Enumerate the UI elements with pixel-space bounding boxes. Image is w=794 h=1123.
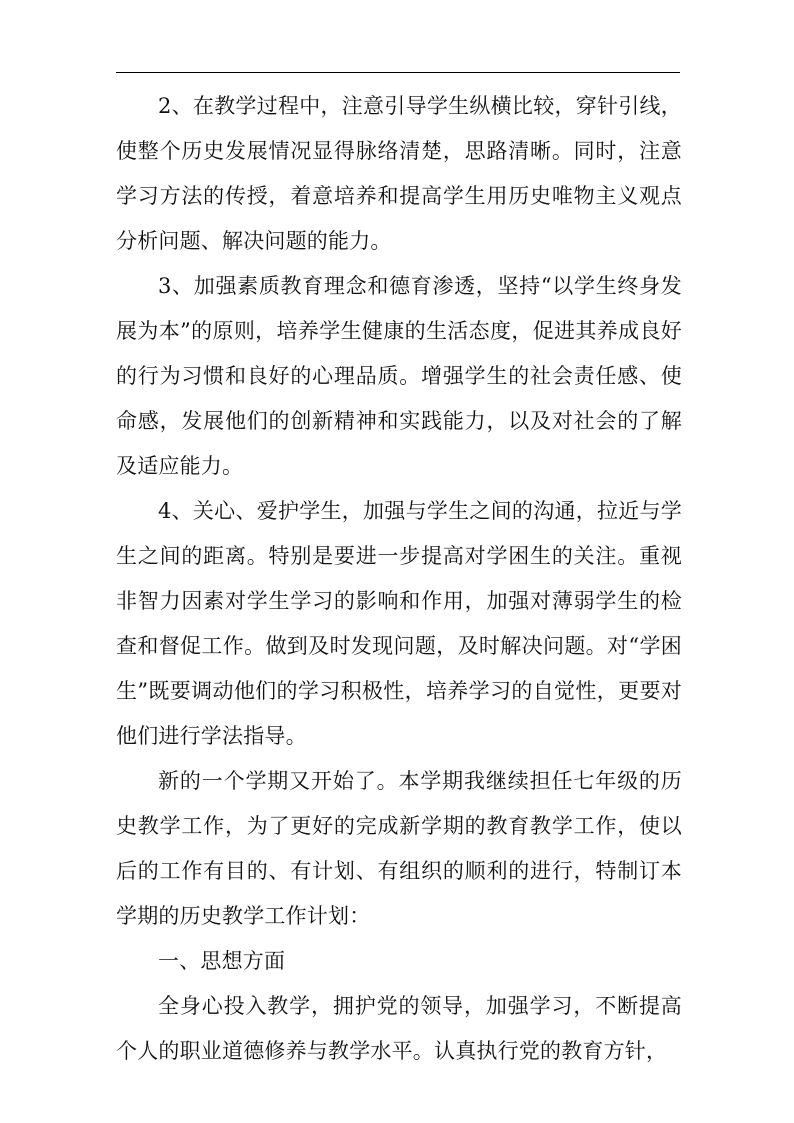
section-heading-ideology: 一、思想方面 — [158, 949, 286, 973]
paragraph-item-4: 4、关心、爱护学生，加强与学生之间的沟通，拉近与学生之间的距离。特别是要进一步提高对学困生的关注。重视非智力因素对学生学习的影响和作用，加强对薄弱学生的检查和督促工作。做到及时发现问题，及时解决问题。对“学困生”既要调动他们的学习积极性，培养学习的自觉性，更要对他们进行学法指导。 — [116, 499, 682, 748]
paragraph-new-semester: 新的一个学期又开始了。本学期我继续担任七年级的历史教学工作，为了更好的完成新学期的教育教学工作，使以后的工作有目的、有计划、有组织的顺利的进行，特制订本学期的历史教学工作计划： — [116, 769, 682, 928]
paragraph-ideology: 全身心投入教学，拥护党的领导，加强学习，不断提高个人的职业道德修养与教学水平。认真执行党的教育方针， — [116, 994, 682, 1063]
document-body — [116, 84, 682, 1074]
paragraph-item-2: 2、在教学过程中，注意引导学生纵横比较，穿针引线，使整个历史发展情况显得脉络清楚，思路清晰。同时，注意学习方法的传授，着意培养和提高学生用历史唯物主义观点分析问题、解决问题的能力。 — [116, 94, 682, 253]
paragraph-item-3: 3、加强素质教育理念和德育渗透，坚持“以学生终身发展为本”的原则，培养学生健康的生活态度，促进其养成良好的行为习惯和良好的心理品质。增强学生的社会责任感、使命感，发展他们的创新精神和实践能力，以及对社会的了解及适应能力。 — [116, 274, 682, 478]
header-rule — [116, 72, 680, 73]
